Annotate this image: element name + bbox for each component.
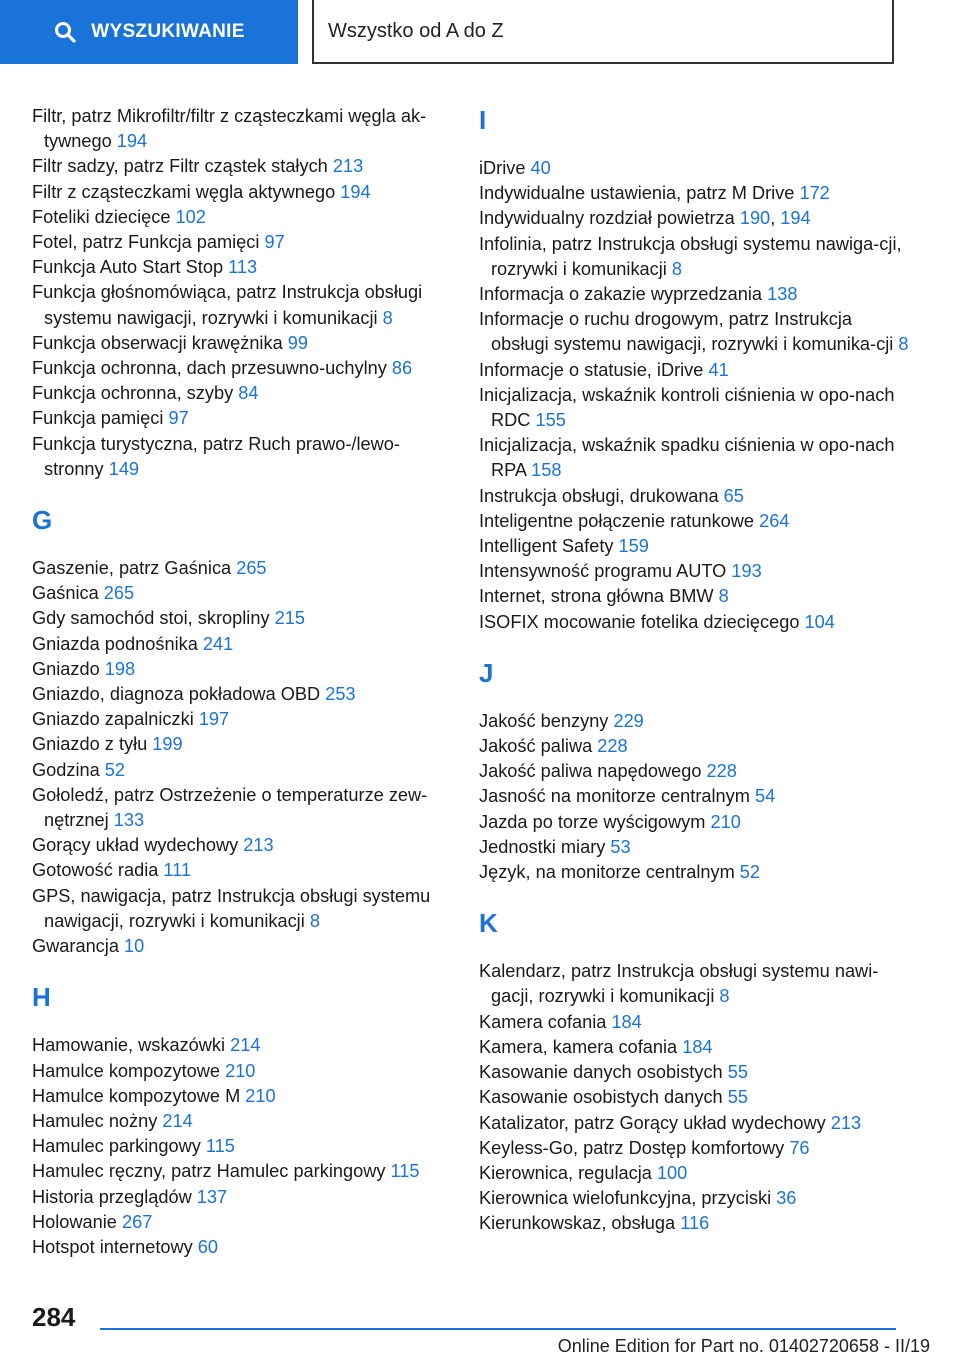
page-reference-link[interactable]: 102 bbox=[175, 206, 206, 227]
index-entry-text: Funkcja pamięci bbox=[32, 408, 169, 429]
page-reference-link[interactable]: 8 bbox=[382, 307, 393, 328]
page-reference-link[interactable]: 8 bbox=[898, 334, 909, 355]
index-entry-text: GPS, nawigacja, patrz Instrukcja obsługi systemu nawigacji, rozrywki i komunikacji bbox=[32, 885, 431, 931]
index-entry-text: Katalizator, patrz Gorący układ wydechowy bbox=[479, 1112, 831, 1133]
page-reference-link[interactable]: 199 bbox=[152, 734, 183, 755]
index-entry-text: Jakość paliwa napędowego bbox=[479, 761, 707, 782]
index-entry bbox=[32, 331, 452, 356]
index-entry bbox=[32, 732, 452, 757]
index-entry-text: Intensywność programu AUTO bbox=[479, 561, 732, 582]
page-reference-link[interactable]: 229 bbox=[613, 710, 644, 731]
index-entry bbox=[32, 783, 452, 833]
index-entry bbox=[479, 1136, 909, 1161]
index-entry-text: Fotel, patrz Funkcja pamięci bbox=[32, 232, 265, 253]
index-entry bbox=[32, 1059, 452, 1084]
index-entry bbox=[32, 432, 452, 482]
index-entry bbox=[32, 758, 452, 783]
index-letter-heading: J bbox=[479, 657, 494, 688]
index-entry-text: Kasowanie danych osobistych bbox=[479, 1062, 728, 1083]
index-entry bbox=[479, 1211, 909, 1236]
page-reference-link[interactable]: 60 bbox=[197, 1236, 219, 1257]
index-entry-text: Indywidualny rozdział powietrza bbox=[479, 208, 740, 229]
page-reference-link[interactable]: 97 bbox=[168, 408, 189, 429]
index-entry bbox=[32, 1109, 452, 1134]
index-entry-text: Gniazdo bbox=[32, 658, 105, 679]
index-entry-text: Hotspot internetowy bbox=[32, 1236, 198, 1257]
index-entry-text: Gniazdo, diagnoza pokładowa OBD bbox=[32, 684, 326, 705]
index-entry bbox=[32, 1210, 452, 1235]
index-letter-heading: H bbox=[32, 982, 51, 1013]
search-tab-label: WYSZUKIWANIE bbox=[91, 21, 245, 42]
page-reference-link[interactable]: 8 bbox=[309, 910, 320, 931]
page-reference-link[interactable]: 158 bbox=[531, 460, 562, 481]
page-reference-link[interactable]: 213 bbox=[332, 156, 364, 177]
index-entry bbox=[479, 484, 909, 509]
index-entry bbox=[479, 1035, 909, 1060]
page-reference-link[interactable]: 149 bbox=[108, 458, 140, 479]
index-entry bbox=[32, 1185, 452, 1210]
index-entry-text: Gniazdo z tyłu bbox=[32, 734, 153, 755]
index-entry-text: Kierunkowskaz, obsługa bbox=[479, 1213, 681, 1234]
index-entry-text: Informacje o statusie, iDrive bbox=[479, 359, 709, 380]
index-entry-text: Gotowość radia bbox=[32, 860, 164, 881]
page-reference-link[interactable]: 194 bbox=[116, 131, 148, 152]
index-entry-text: Hamulce kompozytowe M bbox=[32, 1085, 246, 1106]
page-reference-link[interactable]: 104 bbox=[804, 611, 835, 632]
page-reference-link[interactable]: 65 bbox=[723, 485, 744, 506]
index-entry bbox=[479, 709, 909, 734]
index-entry-text: Informacja o zakazie wyprzedzania bbox=[479, 284, 768, 305]
index-entry bbox=[479, 181, 909, 206]
index-entry-text: Inicjalizacja, wskaźnik kontroli ciśnienia w opo‐nach RDC bbox=[479, 384, 895, 431]
index-entry bbox=[479, 835, 909, 860]
index-entry bbox=[32, 104, 452, 154]
index-entry bbox=[479, 1111, 909, 1136]
page-reference-link[interactable]: 213 bbox=[243, 835, 274, 856]
page-reference-link[interactable]: 265 bbox=[236, 558, 267, 579]
page-reference-link[interactable]: 155 bbox=[535, 410, 566, 431]
page-reference-link[interactable]: 184 bbox=[611, 1011, 642, 1032]
index-entry-text: Jakość paliwa bbox=[479, 736, 598, 757]
index-entry bbox=[479, 1010, 909, 1035]
page-reference-link[interactable]: 194 bbox=[340, 181, 371, 202]
index-entry bbox=[479, 860, 909, 885]
index-entry bbox=[32, 180, 452, 205]
index-entry-text: Jasność na monitorze centralnym bbox=[479, 786, 755, 807]
index-entry-text: Funkcja turystyczna, patrz Ruch prawo-/lewo‐stronny bbox=[32, 433, 400, 479]
index-column-left bbox=[32, 104, 452, 1260]
index-entry-text: Gaśnica bbox=[32, 583, 104, 604]
page-reference-link[interactable]: 264 bbox=[759, 510, 790, 531]
index-entry-text: Jazda po torze wyścigowym bbox=[479, 811, 711, 832]
index-entry-text: Kierownica, regulacja bbox=[479, 1162, 657, 1183]
index-entry-text: Filtr sadzy, patrz Filtr cząstek stałych bbox=[32, 156, 333, 177]
page-reference-link[interactable]: 133 bbox=[113, 810, 145, 831]
index-entry-text: Hamulec nożny bbox=[32, 1110, 163, 1131]
index-entry-text: Holowanie bbox=[32, 1211, 122, 1232]
page-reference-link[interactable]: 253 bbox=[325, 684, 356, 705]
page-reference-link[interactable]: 115 bbox=[390, 1161, 420, 1182]
index-entry-text: Kasowanie osobistych danych bbox=[479, 1087, 728, 1108]
index-entry bbox=[32, 632, 452, 657]
index-entry-text: Inicjalizacja, wskaźnik spadku ciśnienia w opo‐nach RPA bbox=[479, 435, 895, 481]
page-reference-link[interactable]: 184 bbox=[682, 1036, 713, 1057]
footer-divider bbox=[100, 1328, 896, 1330]
index-entry bbox=[479, 584, 909, 609]
index-entry bbox=[479, 156, 909, 181]
index-entry bbox=[32, 934, 452, 959]
index-entry-text: Gorący układ wydechowy bbox=[32, 835, 244, 856]
index-entry-text: Foteliki dziecięce bbox=[32, 206, 176, 227]
index-entry bbox=[479, 534, 909, 559]
index-entry-text: Funkcja obserwacji krawężnika bbox=[32, 332, 288, 353]
index-entry bbox=[32, 356, 452, 381]
page-reference-link[interactable]: 36 bbox=[776, 1188, 797, 1209]
index-entry-text: iDrive bbox=[479, 158, 531, 178]
index-column-right bbox=[479, 104, 909, 1237]
index-entry bbox=[479, 307, 909, 357]
index-entry-text: Inteligentne połączenie ratunkowe bbox=[479, 510, 760, 531]
index-entry bbox=[32, 1235, 452, 1260]
page-reference-link[interactable]: 111 bbox=[163, 860, 192, 881]
page-reference-link[interactable]: 84 bbox=[238, 383, 259, 404]
index-entry bbox=[479, 206, 909, 231]
page-reference-link[interactable]: 215 bbox=[274, 608, 305, 629]
page-reference-link[interactable]: 76 bbox=[789, 1137, 810, 1158]
page-reference-link[interactable]: 8 bbox=[671, 258, 683, 279]
index-entry bbox=[32, 205, 452, 230]
page-reference-link[interactable]: 197 bbox=[198, 709, 230, 730]
index-entry bbox=[32, 581, 452, 606]
page-reference-link[interactable]: 214 bbox=[230, 1035, 261, 1056]
index-entry bbox=[479, 1161, 909, 1186]
index-entry-text: Gniazda podnośnika bbox=[32, 633, 203, 654]
page-reference-link[interactable]: 193 bbox=[731, 561, 762, 582]
index-entry bbox=[32, 1084, 452, 1109]
edition-info: Online Edition for Part no. 01402720658 - II/19 bbox=[557, 1336, 930, 1356]
search-icon bbox=[53, 20, 77, 44]
index-entry-text: ISOFIX mocowanie fotelika dziecięcego bbox=[479, 611, 805, 632]
page-reference-link[interactable]: 137 bbox=[196, 1186, 228, 1207]
index-entry bbox=[479, 810, 909, 835]
page-reference-link[interactable]: 113 bbox=[228, 257, 258, 278]
index-entry bbox=[479, 610, 909, 635]
index-entry bbox=[32, 1159, 452, 1184]
index-entry bbox=[32, 1134, 452, 1159]
page-reference-link[interactable]: 53 bbox=[610, 836, 631, 857]
index-entry-text: Indywidualne ustawienia, patrz M Drive bbox=[479, 183, 800, 204]
page-reference-link[interactable]: 138 bbox=[767, 284, 798, 305]
page-reference-link[interactable]: 115 bbox=[205, 1136, 235, 1157]
index-entry-text: Kamera, kamera cofania bbox=[479, 1036, 683, 1057]
index-entry bbox=[479, 509, 909, 534]
index-entry-text: Funkcja Auto Start Stop bbox=[32, 257, 229, 278]
page-ref-separator: , bbox=[770, 208, 781, 229]
index-entry-text: Instrukcja obsługi, drukowana bbox=[479, 485, 724, 506]
page-reference-link[interactable]: 8 bbox=[718, 586, 729, 607]
page-reference-link[interactable]: 55 bbox=[727, 1062, 748, 1083]
page-reference-link[interactable]: 228 bbox=[597, 736, 628, 757]
index-entry-text: Hamulec ręczny, patrz Hamulec parkingowy bbox=[32, 1161, 391, 1182]
index-entry bbox=[32, 707, 452, 732]
index-letter-heading: K bbox=[479, 908, 498, 939]
page-reference-link[interactable]: 265 bbox=[103, 583, 135, 604]
index-entry-text: Hamulce kompozytowe bbox=[32, 1060, 226, 1081]
index-entry-text: Infolinia, patrz Instrukcja obsługi systemu nawiga‐cji, rozrywki i komunikacji bbox=[479, 233, 902, 279]
index-entry-text: Jednostki miary bbox=[479, 836, 611, 857]
page-reference-link[interactable]: 52 bbox=[104, 759, 126, 780]
page-reference-link[interactable]: 210 bbox=[245, 1085, 276, 1106]
index-entry bbox=[479, 358, 909, 383]
index-entry-text: Godzina bbox=[32, 759, 105, 780]
page-reference-link[interactable]: 214 bbox=[162, 1110, 193, 1131]
page-reference-link[interactable]: 40 bbox=[530, 158, 551, 178]
page-reference-link[interactable]: 172 bbox=[799, 183, 830, 204]
index-entry-text: Gołoledź, patrz Ostrzeżenie o temperaturze zew‐nętrznej bbox=[32, 784, 428, 831]
page-reference-link[interactable]: 241 bbox=[202, 633, 234, 654]
index-entry bbox=[479, 232, 909, 282]
page-reference-link[interactable]: 100 bbox=[656, 1162, 688, 1183]
index-entry-text: Jakość benzyny bbox=[479, 710, 614, 731]
index-entry bbox=[479, 1060, 909, 1085]
index-entry bbox=[479, 433, 909, 483]
page-reference-link[interactable]: 97 bbox=[264, 232, 285, 253]
page-reference-link[interactable]: 159 bbox=[618, 536, 649, 557]
index-entry bbox=[32, 657, 452, 682]
index-entry bbox=[32, 884, 452, 934]
index-entry bbox=[32, 255, 452, 280]
page-reference-link[interactable]: 99 bbox=[287, 332, 308, 353]
index-entry bbox=[479, 282, 909, 307]
index-entry-text: Gdy samochód stoi, skropliny bbox=[32, 608, 275, 629]
page-reference-link[interactable]: 116 bbox=[680, 1213, 710, 1234]
index-entry bbox=[479, 559, 909, 584]
page-reference-link[interactable]: 267 bbox=[121, 1211, 153, 1232]
index-entry-text: Funkcja ochronna, szyby bbox=[32, 383, 239, 404]
index-entry-text: Historia przeglądów bbox=[32, 1186, 197, 1207]
index-entry-text: Filtr, patrz Mikrofiltr/filtr z cząsteczkami węgla ak‐tywnego bbox=[32, 106, 427, 152]
page-number: 284 bbox=[32, 1302, 76, 1332]
index-entry bbox=[32, 682, 452, 707]
index-entry-text: Kalendarz, patrz Instrukcja obsługi systemu nawi‐gacji, rozrywki i komunikacji bbox=[479, 961, 879, 1007]
page-reference-link[interactable]: 210 bbox=[225, 1060, 256, 1081]
index-entry-text: Funkcja ochronna, dach przesuwno-uchylny bbox=[32, 358, 392, 379]
index-entry bbox=[32, 1033, 452, 1058]
index-entry bbox=[479, 734, 909, 759]
index-entry-text: Internet, strona główna BMW bbox=[479, 586, 719, 607]
index-entry bbox=[479, 784, 909, 809]
page-reference-link[interactable]: 54 bbox=[754, 786, 776, 807]
index-entry-text: Informacje o ruchu drogowym, patrz Instrukcja obsługi systemu nawigacji, rozrywki i komunika‐cji bbox=[479, 309, 899, 355]
page-reference-link[interactable]: 198 bbox=[104, 658, 136, 679]
index-entry bbox=[32, 381, 452, 406]
index-entry bbox=[32, 858, 452, 883]
page-reference-link[interactable]: 41 bbox=[708, 359, 729, 380]
index-entry-text: Gniazdo zapalniczki bbox=[32, 709, 199, 730]
index-entry-text: Hamowanie, wskazówki bbox=[32, 1035, 231, 1056]
index-entry-text: Gwarancja bbox=[32, 936, 124, 957]
page-reference-link[interactable]: 190 bbox=[739, 208, 771, 229]
index-entry-text: Kamera cofania bbox=[479, 1011, 612, 1032]
index-entry bbox=[479, 759, 909, 784]
index-entry bbox=[32, 833, 452, 858]
index-entry bbox=[32, 556, 452, 581]
top-navigation bbox=[0, 0, 960, 66]
index-entry-text: Intelligent Safety bbox=[479, 536, 619, 557]
index-entry-text: Gaszenie, patrz Gaśnica bbox=[32, 558, 237, 579]
index-letter-heading: I bbox=[479, 105, 487, 135]
page-reference-link[interactable]: 52 bbox=[739, 862, 761, 883]
index-entry-text: Język, na monitorze centralnym bbox=[479, 862, 740, 883]
index-entry-text: Keyless-Go, patrz Dostęp komfortowy bbox=[479, 1137, 790, 1158]
index-entry-text: Kierownica wielofunkcyjna, przyciski bbox=[479, 1188, 777, 1209]
index-entry bbox=[32, 606, 452, 631]
page-reference-link[interactable]: 228 bbox=[706, 761, 737, 782]
a-to-z-tab-label: Wszystko od A do Z bbox=[328, 19, 504, 42]
index-entry bbox=[32, 230, 452, 255]
index-entry-text: Filtr z cząsteczkami węgla aktywnego bbox=[32, 181, 341, 202]
page-reference-link[interactable]: 10 bbox=[124, 936, 145, 957]
page-reference-link[interactable]: 194 bbox=[780, 208, 811, 229]
page-reference-link[interactable]: 8 bbox=[719, 986, 730, 1007]
a-to-z-tab[interactable] bbox=[312, 0, 894, 64]
page-reference-link[interactable]: 213 bbox=[830, 1112, 862, 1133]
search-tab[interactable] bbox=[0, 0, 298, 64]
index-entry bbox=[479, 1085, 909, 1110]
index-entry bbox=[479, 1186, 909, 1211]
index-entry bbox=[32, 406, 452, 431]
index-entry bbox=[32, 154, 452, 179]
index-entry bbox=[479, 383, 909, 433]
index-entry-text: Hamulec parkingowy bbox=[32, 1136, 206, 1157]
page-reference-link[interactable]: 55 bbox=[727, 1087, 748, 1108]
page-reference-link[interactable]: 210 bbox=[710, 811, 741, 832]
index-entry-text: Funkcja głośnomówiąca, patrz Instrukcja obsługi systemu nawigacji, rozrywki i komunikacji bbox=[32, 282, 423, 328]
index-entry bbox=[32, 280, 452, 330]
index-entry bbox=[479, 959, 909, 1009]
page-reference-link[interactable]: 86 bbox=[391, 358, 413, 379]
index-letter-heading: G bbox=[32, 505, 53, 536]
